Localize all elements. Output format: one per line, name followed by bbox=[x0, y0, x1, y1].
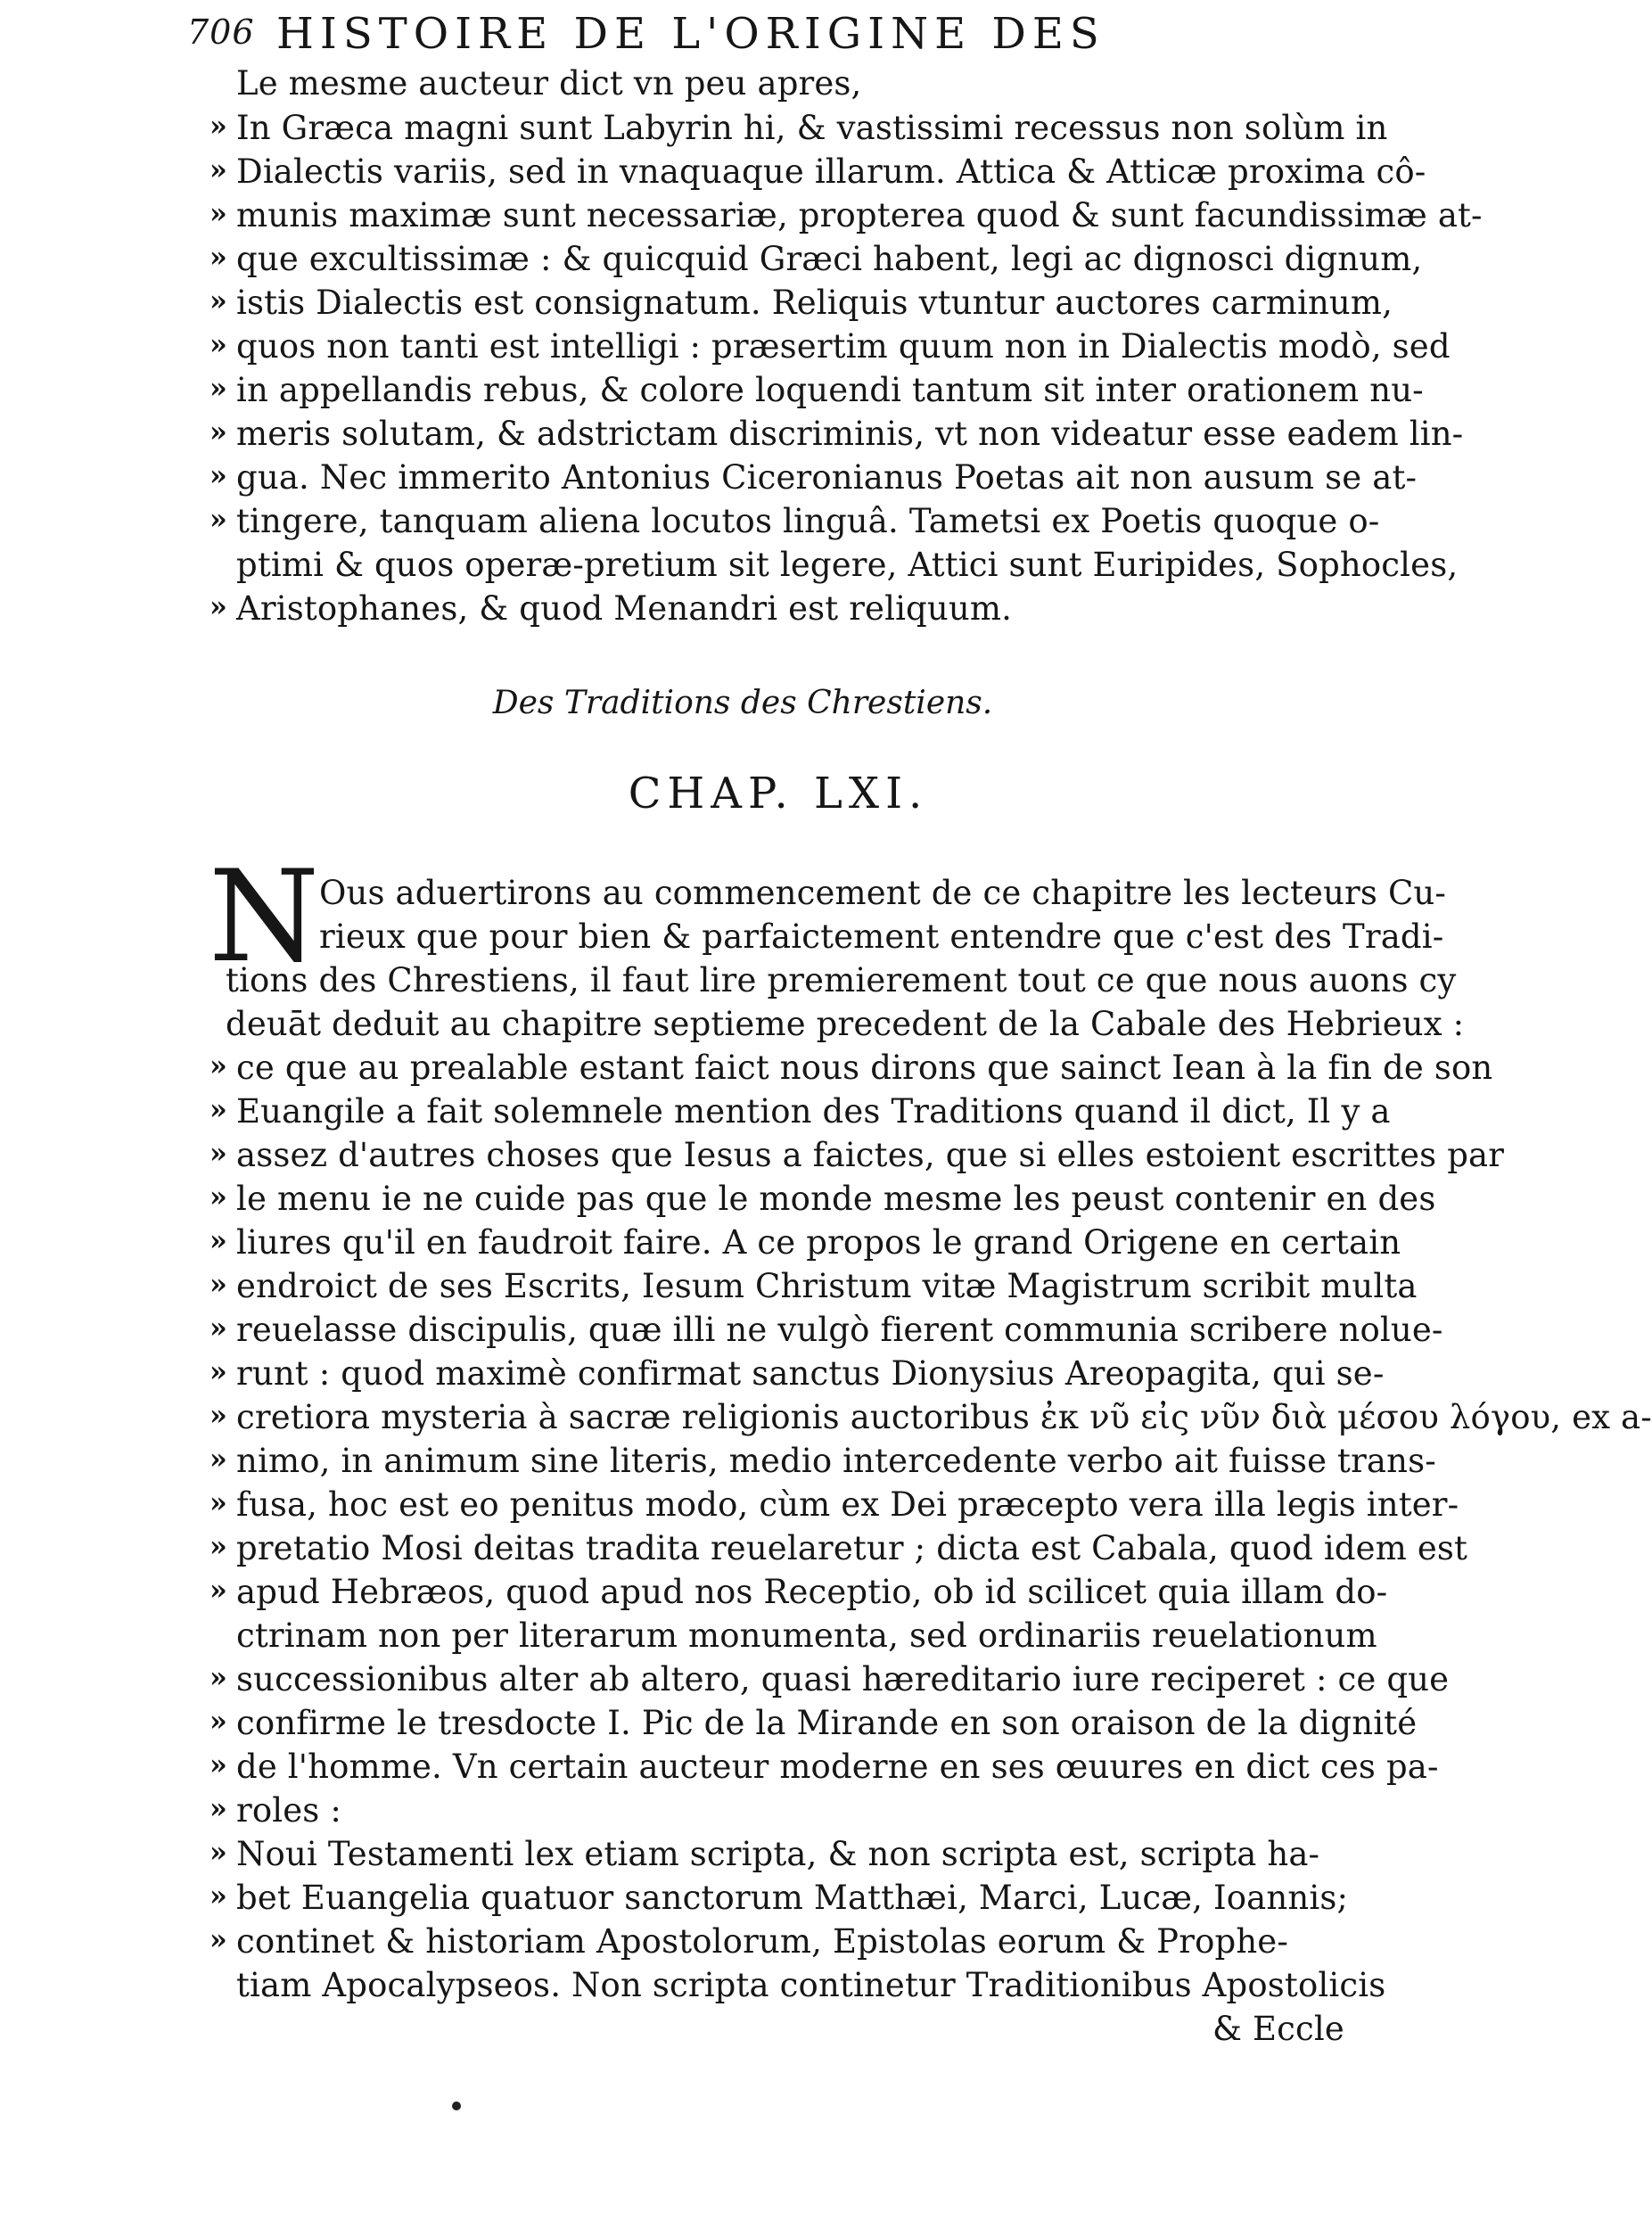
quote-mark: » bbox=[209, 1835, 227, 1869]
quote-mark: » bbox=[209, 109, 227, 143]
quote-mark: » bbox=[209, 1398, 227, 1432]
quote-mark: » bbox=[209, 1354, 227, 1388]
quote-mark: » bbox=[209, 1529, 227, 1563]
quote-mark: » bbox=[209, 1791, 227, 1825]
section-subtitle: Des Traditions des Chrestiens. bbox=[492, 685, 993, 721]
quote-mark: » bbox=[209, 1573, 227, 1607]
quote-mark: » bbox=[209, 1092, 227, 1126]
quote-mark: » bbox=[209, 1748, 227, 1781]
quote-mark: » bbox=[209, 589, 227, 623]
quote-mark: » bbox=[209, 1922, 227, 1956]
quote-mark: » bbox=[209, 1879, 227, 1912]
page-number: 706 bbox=[187, 12, 255, 52]
quote-mark: » bbox=[209, 458, 227, 492]
quote-mark: » bbox=[209, 1704, 227, 1738]
quote-mark: » bbox=[209, 1660, 227, 1694]
quote-mark: » bbox=[209, 327, 227, 361]
quote-mark: » bbox=[209, 1049, 227, 1082]
quote-mark: » bbox=[209, 502, 227, 536]
drop-cap: N bbox=[209, 843, 320, 991]
quote-mark: » bbox=[209, 1180, 227, 1213]
running-title: HISTOIRE DE L'ORIGINE DES bbox=[276, 9, 1105, 59]
chapter-title: CHAP. LXI. bbox=[628, 769, 929, 818]
quote-mark: » bbox=[209, 284, 227, 317]
running-header bbox=[187, 9, 1168, 59]
quote-mark: » bbox=[209, 152, 227, 186]
quote-mark: » bbox=[209, 1267, 227, 1301]
quote-mark: » bbox=[209, 415, 227, 448]
quote-mark: » bbox=[209, 1311, 227, 1345]
quote-mark: » bbox=[209, 1442, 227, 1476]
ink-speck-icon bbox=[446, 2097, 473, 2115]
quote-mark: » bbox=[209, 196, 227, 230]
quote-mark: » bbox=[209, 1136, 227, 1170]
quote-mark: » bbox=[209, 240, 227, 274]
quote-mark: » bbox=[209, 1485, 227, 1519]
quote-mark: » bbox=[209, 371, 227, 405]
quote-mark: » bbox=[209, 1223, 227, 1257]
